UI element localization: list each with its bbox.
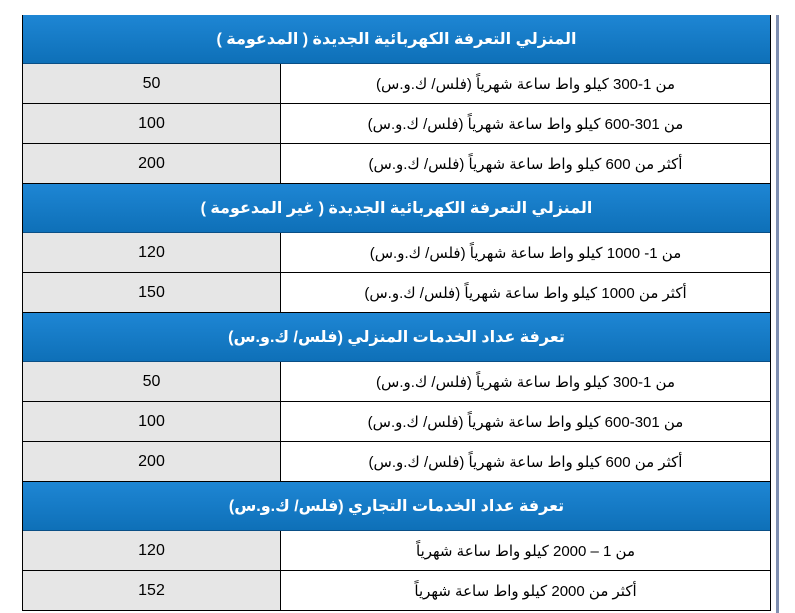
tariff-table (22, 15, 771, 611)
tariff-value: 120 (23, 233, 281, 272)
tariff-description: من 1- 1000 كيلو واط ساعة شهرياً (فلس/ ك.و.س) (281, 233, 770, 272)
table-row (23, 64, 770, 104)
section-header-residential-unsubsidized: المنزلي التعرفة الكهربائية الجديدة ( غير المدعومة ) (23, 184, 770, 233)
table-row (23, 144, 770, 184)
table-row (23, 402, 770, 442)
tariff-value: 200 (23, 144, 281, 183)
table-row (23, 531, 770, 571)
tariff-description: من 301-600 كيلو واط ساعة شهرياً (فلس/ ك.و.س) (281, 104, 770, 143)
table-row (23, 571, 770, 611)
table-row (23, 362, 770, 402)
page-right-rule (776, 15, 779, 613)
tariff-description: من 1 – 2000 كيلو واط ساعة شهرياً (281, 531, 770, 570)
tariff-value: 100 (23, 402, 281, 441)
section-header-residential-service-meter: تعرفة عداد الخدمات المنزلي (فلس/ ك.و.س) (23, 313, 770, 362)
table-row (23, 104, 770, 144)
tariff-value: 50 (23, 362, 281, 401)
tariff-description: من 1-300 كيلو واط ساعة شهرياً (فلس/ ك.و.س) (281, 64, 770, 103)
tariff-description: من 1-300 كيلو واط ساعة شهرياً (فلس/ ك.و.س) (281, 362, 770, 401)
table-row (23, 233, 770, 273)
tariff-description: من 301-600 كيلو واط ساعة شهرياً (فلس/ ك.و.س) (281, 402, 770, 441)
tariff-value: 50 (23, 64, 281, 103)
tariff-value: 100 (23, 104, 281, 143)
section-header-commercial-service-meter: تعرفة عداد الخدمات التجاري (فلس/ ك.و.س) (23, 482, 770, 531)
tariff-description: أكثر من 2000 كيلو واط ساعة شهرياً (281, 571, 770, 610)
tariff-description: أكثر من 600 كيلو واط ساعة شهرياً (فلس/ ك.و.س) (281, 144, 770, 183)
table-row (23, 442, 770, 482)
tariff-value: 120 (23, 531, 281, 570)
tariff-value: 152 (23, 571, 281, 610)
section-header-residential-subsidized: المنزلي التعرفة الكهربائية الجديدة ( المدعومة ) (23, 15, 770, 64)
tariff-description: أكثر من 600 كيلو واط ساعة شهرياً (فلس/ ك.و.س) (281, 442, 770, 481)
tariff-value: 150 (23, 273, 281, 312)
tariff-value: 200 (23, 442, 281, 481)
tariff-description: أكثر من 1000 كيلو واط ساعة شهرياً (فلس/ ك.و.س) (281, 273, 770, 312)
table-row (23, 273, 770, 313)
